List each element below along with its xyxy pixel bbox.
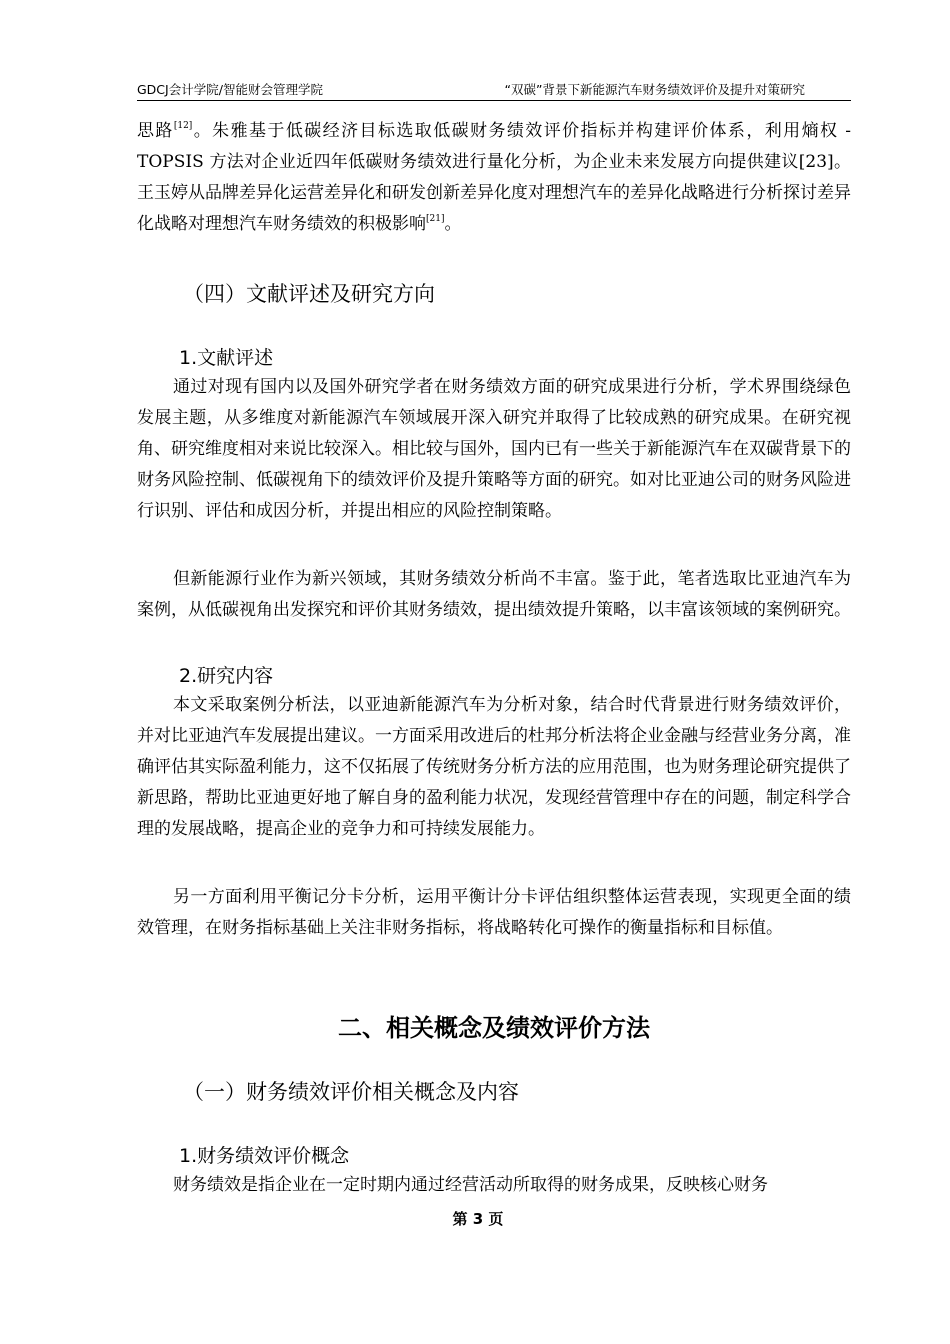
page-number: 第 3 页 [452,1210,504,1228]
section-heading-concepts: （一）财务绩效评价相关概念及内容 [183,1080,519,1104]
subheading-research-content: 2.研究内容 [179,665,274,687]
header-paper-title: “双碳”背景下新能源汽车财务绩效评价及提升对策研究 [504,82,805,97]
paragraph-evaluation-concept: 财务绩效是指企业在一定时期内通过经营活动所取得的财务成果，反映核心财务 [173,1175,768,1195]
paragraph-literature-continued: 思路[12]。朱雅基于低碳经济目标选取低碳财务绩效评价指标并构建评价体系，利用熵权 -TOPSIS 方法对企业近四年低碳财务绩效进行量化分析，为企业未来发展方向提供建议[23]。王玉婷从品牌差异化运营差异化和研发创新差异化度对理想汽车的差异化战略进行分析探讨差异化战略对理想汽车财务绩效的积极影响[21]。 [137,121,851,234]
paragraph-research-content: 本文采取案例分析法，以亚迪新能源汽车为分析对象，结合时代背景进行财务绩效评价，并对比亚迪汽车发展提出建议。一方面采用改进后的杜邦分析法将企业金融与经营业务分离，准确评估其实际盈利能力，这不仅拓展了传统财务分析方法的应用范围，也为财务理论研究提供了新思路，帮助比亚迪更好地了解自身的盈利能力状况，发现经营管理中存在的问题，制定科学合理的发展战略，提高企业的竞争力和可持续发展能力。 [137,695,851,839]
paragraph-literature-review: 通过对现有国内以及国外研究学者在财务绩效方面的研究成果进行分析，学术界围绕绿色发展主题，从多维度对新能源汽车领域展开深入研究并取得了比较成熟的研究成果。在研究视角、研究维度相对来说比较深入。相比较与国外，国内已有一些关于新能源汽车在双碳背景下的财务风险控制、低碳视角下的绩效评价及提升策略等方面的研究。如对比亚迪公司的财务风险进行识别、评估和成因分析，并提出相应的风险控制策略。 [137,377,851,521]
subheading-evaluation-concept: 1.财务绩效评价概念 [179,1145,350,1167]
chapter-heading: 二、相关概念及绩效评价方法 [338,1014,650,1042]
paragraph-research-gap: 但新能源行业作为新兴领域，其财务绩效分析尚不丰富。鉴于此，笔者选取比亚迪汽车为案例，从低碳视角出发探究和评价其财务绩效，提出绩效提升策略，以丰富该领域的案例研究。 [137,569,851,620]
section-heading-literature-review: （四）文献评述及研究方向 [183,282,435,306]
citation-ref: [12] [173,121,193,131]
page-header [137,78,851,101]
header-institution: GDCJ会计学院/智能财会管理学院 [137,82,323,97]
citation-ref: [21] [426,214,445,224]
paragraph-balanced-scorecard: 另一方面利用平衡记分卡分析，运用平衡计分卡评估组织整体运营表现，实现更全面的绩效管理，在财务指标基础上关注非财务指标，将战略转化可操作的衡量指标和目标值。 [137,887,851,938]
subheading-literature-review: 1.文献评述 [179,347,274,369]
